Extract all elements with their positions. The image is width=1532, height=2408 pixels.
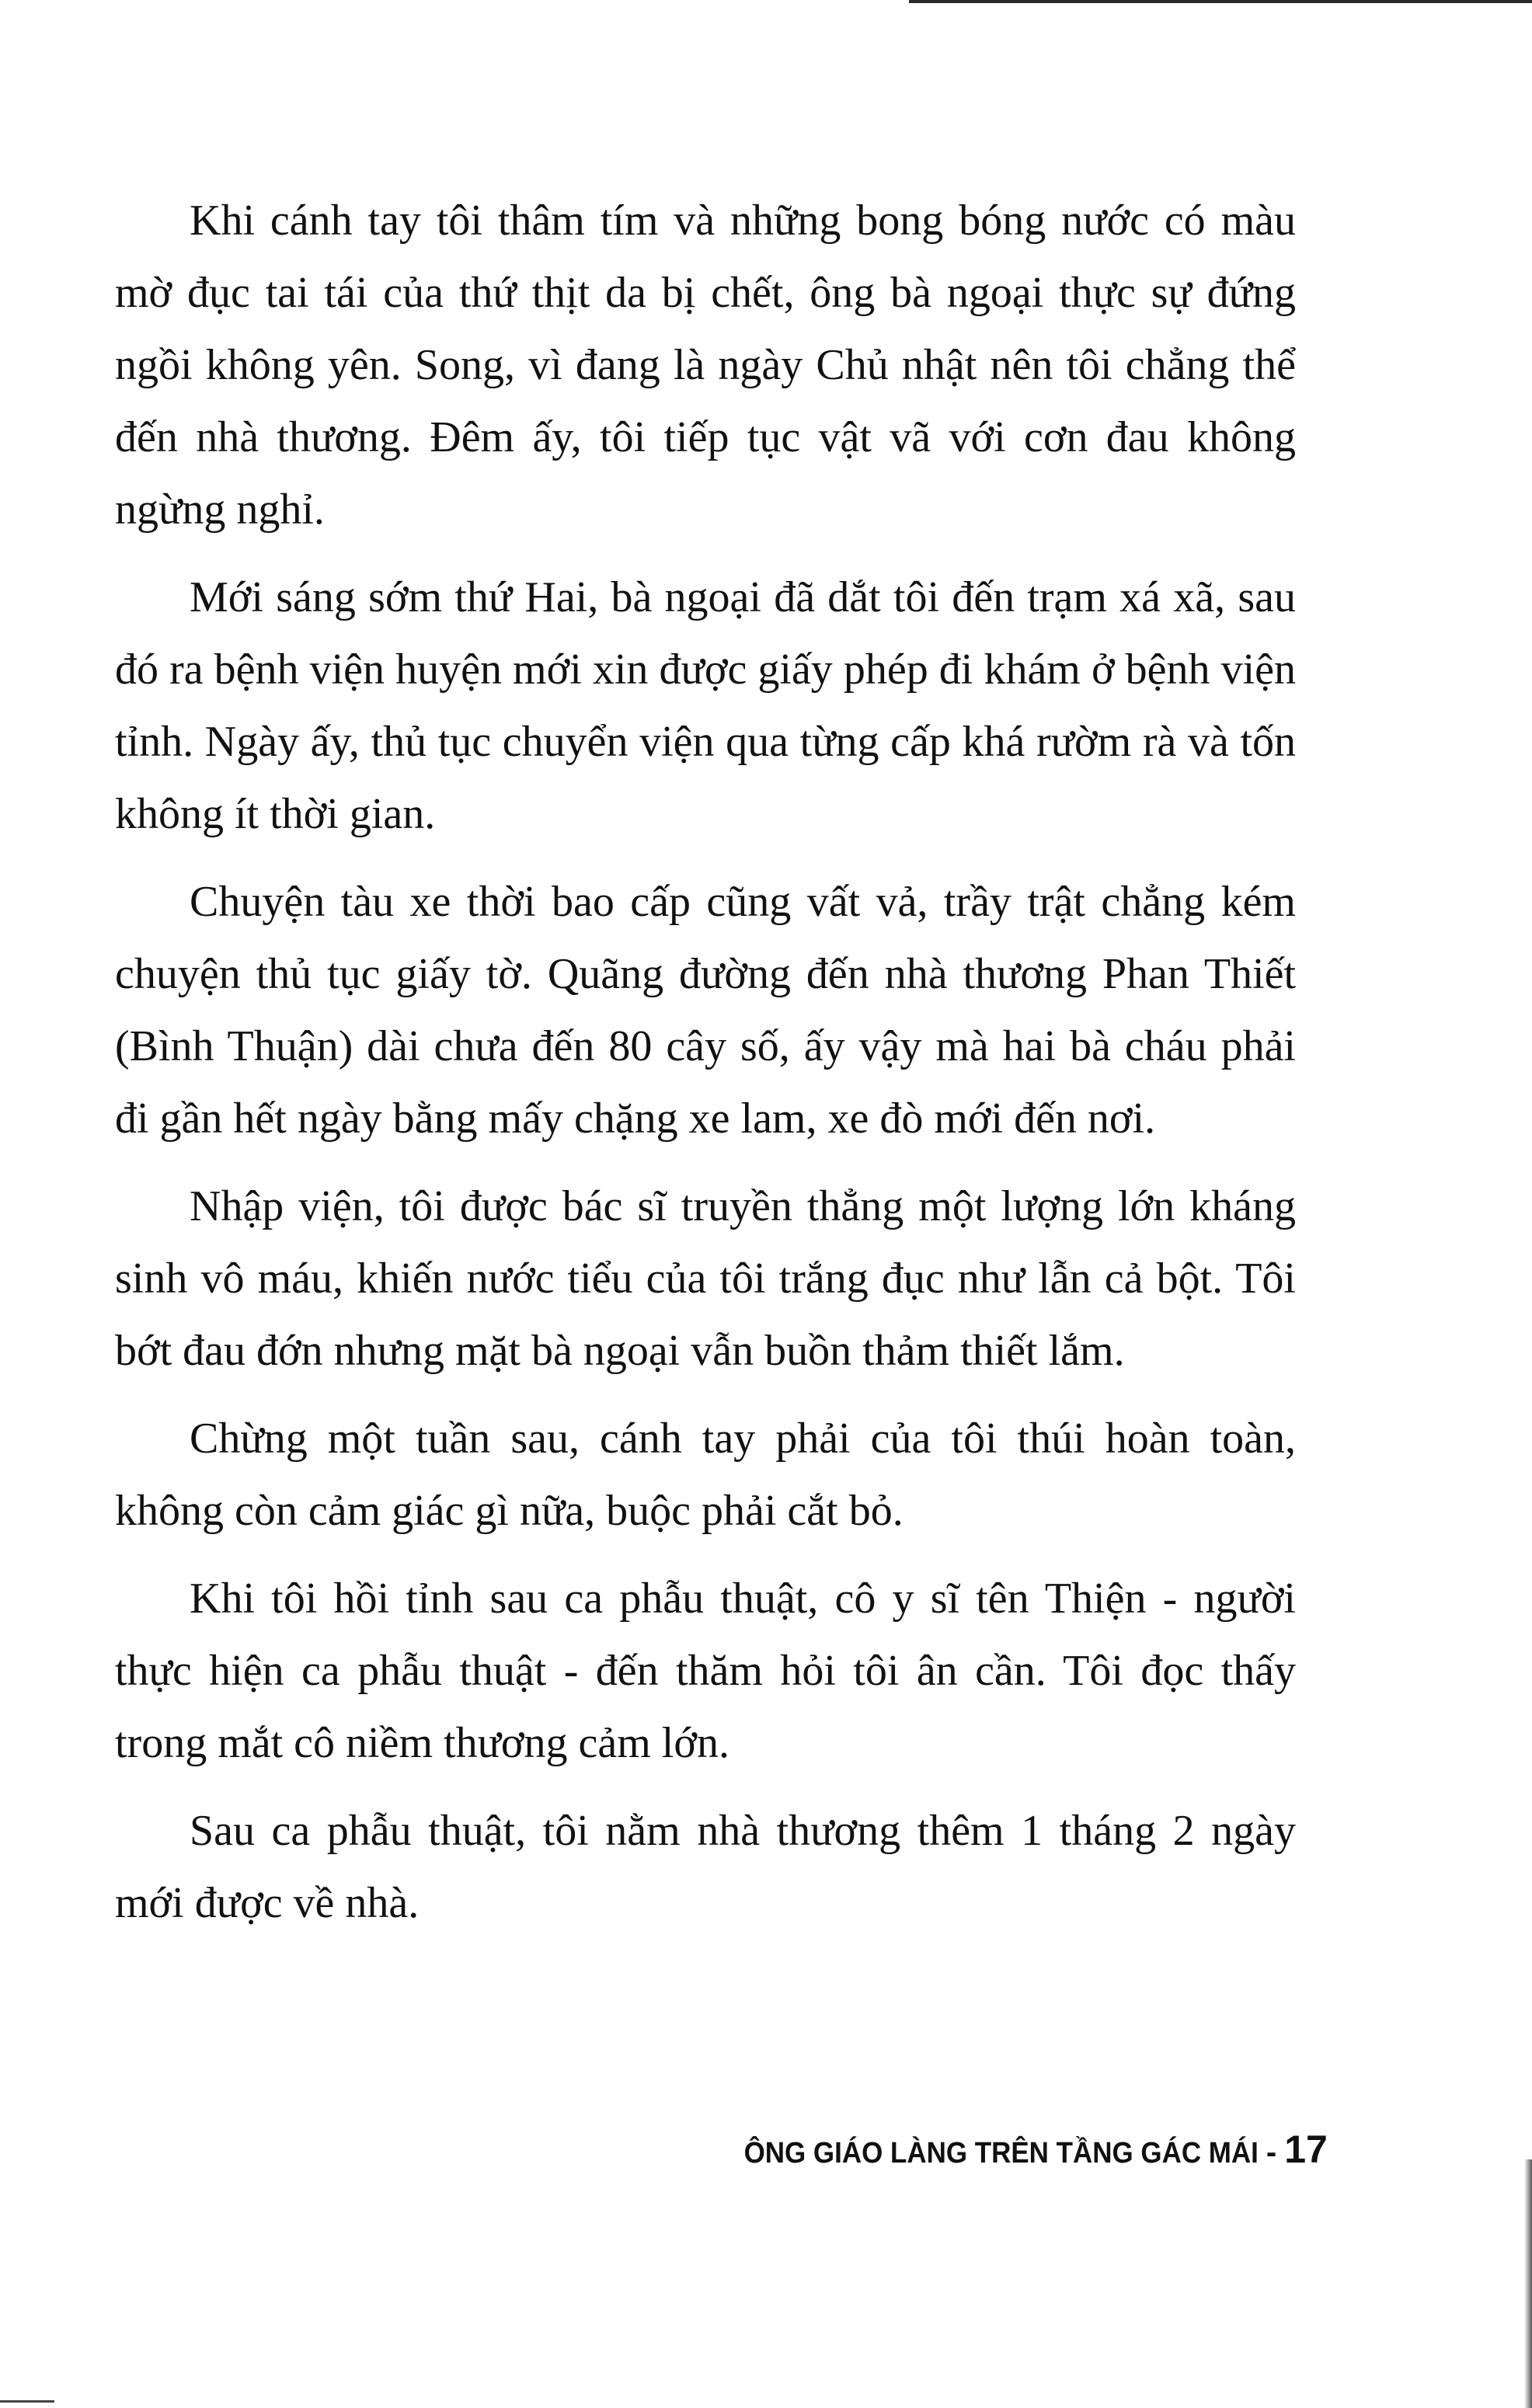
paragraph: Khi cánh tay tôi thâm tím và những bong bóng nước có màu mờ đục tai tái của thứ thịt da bị chết, ông bà ngoại thực sự đứng ngồi không yên. Song, vì đang là ngày Chủ nhật nên tôi chẳng thể đến nhà thương. Đêm ấy, tôi tiếp tục vật vã với cơn đau không ngừng nghỉ. <box>115 197 1296 534</box>
paragraph: Mới sáng sớm thứ Hai, bà ngoại đã dắt tôi đến trạm xá xã, sau đó ra bệnh viện huyện mới xin được giấy phép đi khám ở bệnh viện tỉnh. Ngày ấy, thủ tục chuyển viện qua từng cấp khá rườm rà và tốn không ít thời gian. <box>115 573 1296 838</box>
running-footer <box>699 2127 1328 2172</box>
paragraph: Khi tôi hồi tỉnh sau ca phẫu thuật, cô y sĩ tên Thiện - người thực hiện ca phẫu thuật - đến thăm hỏi tôi ân cần. Tôi đọc thấy trong mắt cô niềm thương cảm lớn. <box>115 1575 1296 1767</box>
page-number: 17 <box>1284 2128 1328 2171</box>
scan-edge-right <box>1524 2159 1532 2408</box>
scan-edge-top <box>909 0 1532 3</box>
scan-edge-bottom <box>0 2400 54 2403</box>
footer-book-title: ÔNG GIÁO LÀNG TRÊN TẦNG GÁC MÁI <box>743 2137 1259 2170</box>
footer-separator: - <box>1266 2135 1277 2170</box>
paragraph: Chuyện tàu xe thời bao cấp cũng vất vả, trầy trật chẳng kém chuyện thủ tục giấy tờ. Quãng đường đến nhà thương Phan Thiết (Bình Thuận) dài chưa đến 80 cây số, ấy vậy mà hai bà cháu phải đi gần hết ngày bằng mấy chặng xe lam, xe đò mới đến nơi. <box>115 878 1296 1143</box>
page-body <box>115 185 1296 1955</box>
paragraph: Nhập viện, tôi được bác sĩ truyền thẳng một lượng lớn kháng sinh vô máu, khiến nước tiểu của tôi trắng đục như lẫn cả bột. Tôi bớt đau đớn nhưng mặt bà ngoại vẫn buồn thảm thiết lắm. <box>115 1182 1296 1375</box>
paragraph: Sau ca phẫu thuật, tôi nằm nhà thương thêm 1 tháng 2 ngày mới được về nhà. <box>115 1807 1296 1927</box>
paragraph: Chừng một tuần sau, cánh tay phải của tôi thúi hoàn toàn, không còn cảm giác gì nữa, buộc phải cắt bỏ. <box>115 1415 1296 1535</box>
